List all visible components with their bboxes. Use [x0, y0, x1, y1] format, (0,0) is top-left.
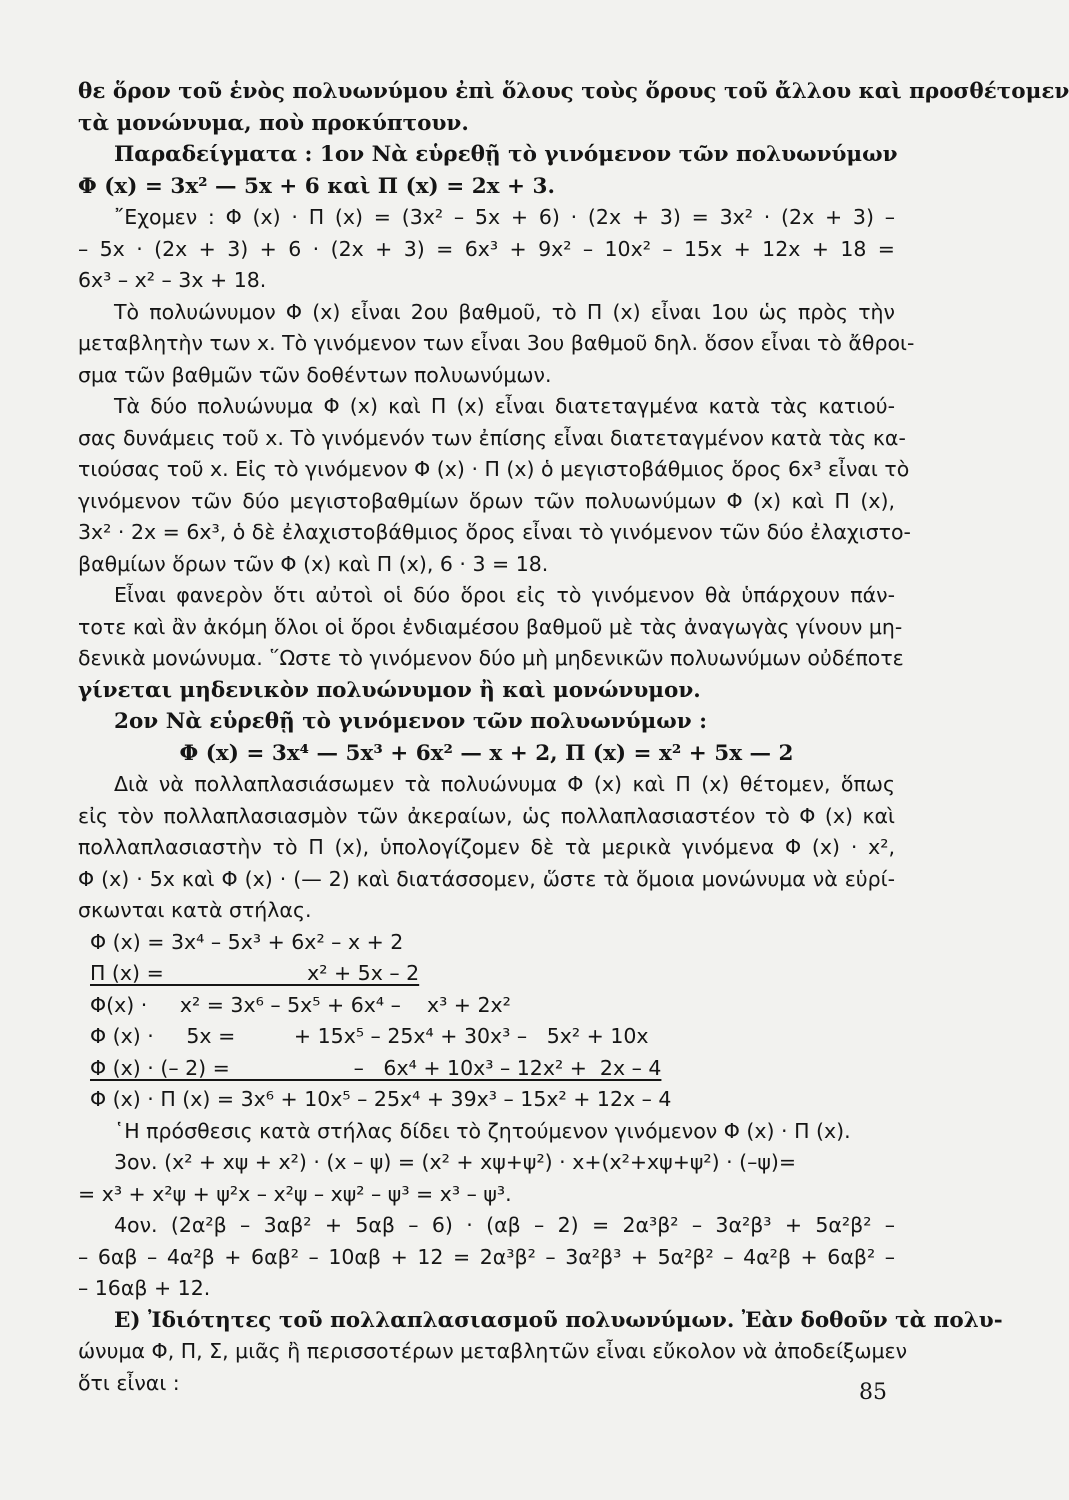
- multiplication-result: Φ (x) · Π (x) = 3x⁶ + 10x⁵ – 25x⁴ + 39x³ – 15x² + 12x – 4: [90, 1087, 672, 1111]
- multiplication-row: Π (x) = x² + 5x – 2: [90, 961, 420, 985]
- example-heading: 2ον Νὰ εὑρεθῇ τὸ γινόμενον τῶν πολυωνύμων :: [114, 709, 708, 734]
- equation-line: = x³ + x²ψ + ψ²x – x²ψ – xψ² – ψ³ = x³ – ψ³.: [78, 1181, 512, 1206]
- text-line: μεταβλητὴν των x. Τὸ γινόμενον των εἶναι 3ου βαθμοῦ δηλ. ὅσον εἶναι τὸ ἄθροι-: [78, 331, 915, 355]
- equation-line: – 6αβ – 4α²β + 6αβ² – 10αβ + 12 = 2α³β² – 3α²β³ + 5α²β² – 4α²β + 6αβ² –: [78, 1244, 895, 1269]
- equation-line: ῎Εχομεν : Φ (x) · Π (x) = (3x² – 5x + 6) · (2x + 3) = 3x² · (2x + 3) –: [114, 205, 895, 229]
- multiplication-row: Φ (x) · 5x = + 15x⁵ – 25x⁴ + 30x³ – 5x² + 10x: [90, 1024, 649, 1048]
- text-line: βαθμίων ὅρων τῶν Φ (x) καὶ Π (x), 6 · 3 = 18.: [78, 551, 549, 576]
- text-line: Εἶναι φανερὸν ὅτι αὐτοὶ οἱ δύο ὅροι εἰς τὸ γινόμενον θὰ ὑπάρχουν πάν-: [114, 583, 895, 607]
- text-line: τὰ μονώνυμα, ποὺ προκύπτουν.: [78, 110, 469, 136]
- multiplication-row: Φ (x) · (– 2) = – 6x⁴ + 10x³ – 12x² + 2x – 4: [90, 1055, 662, 1080]
- equation-line: Φ (x) = 3x⁴ — 5x³ + 6x² — x + 2, Π (x) = x² + 5x — 2: [179, 740, 794, 766]
- example-line: 3ον. (x² + xψ + x²) · (x – ψ) = (x² + xψ+ψ²) · x+(x²+xψ+ψ²) · (–ψ)=: [114, 1150, 797, 1174]
- text-line: ώνυμα Φ, Π, Σ, μιᾶς ἢ περισσοτέρων μεταβλητῶν εἶναι εὔκολον νὰ ἀποδείξωμεν: [78, 1339, 908, 1363]
- text-line: σκωνται κατὰ στήλας.: [78, 898, 312, 922]
- text-line: τιούσας τοῦ x. Εἰς τὸ γινόμενον Φ (x) · Π (x) ὁ μεγιστοβάθμιος ὅρος 6x³ εἶναι τὸ: [78, 457, 910, 481]
- text-line: Διὰ νὰ πολλαπλασιάσωμεν τὰ πολυώνυμα Φ (x) καὶ Π (x) θέτομεν, ὅπως: [114, 772, 895, 796]
- text-line: γινόμενον τῶν δύο μεγιστοβαθμίων ὅρων τῶν πολυωνύμων Φ (x) καὶ Π (x),: [78, 488, 895, 513]
- text-line: Τὰ δύο πολυώνυμα Φ (x) καὶ Π (x) εἶναι διατεταγμένα κατὰ τὰς κατιού-: [114, 394, 895, 418]
- text-line: σμα τῶν βαθμῶν τῶν δοθέντων πολυωνύμων.: [78, 362, 552, 387]
- multiplication-row: Φ(x) · x² = 3x⁶ – 5x⁵ + 6x⁴ – x³ + 2x²: [90, 992, 511, 1017]
- example-heading: Παραδείγματα : 1ον Νὰ εὑρεθῇ τὸ γινόμενον τῶν πολυωνύμων: [114, 142, 898, 167]
- text-line: εἰς τὸν πολλαπλασιασμὸν τῶν ἀκεραίων, ὡς πολλαπλασιαστέον τὸ Φ (x) καὶ: [78, 803, 895, 828]
- text-line: θε ὅρον τοῦ ἑνὸς πολυωνύμου ἐπὶ ὅλους τοὺς ὅρους τοῦ ἄλλου καὶ προσθέτομεν: [78, 79, 1069, 104]
- page-number: 85: [859, 1380, 887, 1405]
- text-line: γίνεται μηδενικὸν πολυώνυμον ἢ καὶ μονώνυμον.: [78, 677, 701, 703]
- text-line: 3x² · 2x = 6x³, ὁ δὲ ἐλαχιστοβάθμιος ὅρος εἶναι τὸ γινόμενον τῶν δύο ἐλαχιστο-: [78, 520, 911, 544]
- text-line: Φ (x) · 5x καὶ Φ (x) · (— 2) καὶ διατάσσομεν, ὥστε τὰ ὅμοια μονώνυμα νὰ εὑρί-: [78, 866, 895, 891]
- text-line: Τὸ πολυώνυμον Φ (x) εἶναι 2ου βαθμοῦ, τὸ Π (x) εἶναι 1ου ὡς πρὸς τὴν: [114, 299, 895, 324]
- equation-line: – 5x · (2x + 3) + 6 · (2x + 3) = 6x³ + 9x² – 10x² – 15x + 12x + 18 =: [78, 236, 895, 261]
- text-line: τοτε καὶ ἂν ἀκόμη ὅλοι οἱ ὅροι ἐνδιαμέσου βαθμοῦ μὲ τὰς ἀναγωγὰς γίνουν μη-: [78, 614, 903, 639]
- text-line: πολλαπλασιαστὴν τὸ Π (x), ὑπολογίζομεν δὲ τὰ μερικὰ γινόμενα Φ (x) · x²,: [78, 835, 895, 859]
- equation-line: – 16αβ + 12.: [78, 1276, 211, 1300]
- text-line: Φ (x) = 3x² — 5x + 6 καὶ Π (x) = 2x + 3.: [78, 173, 555, 199]
- text-line: ῾Η πρόσθεσις κατὰ στήλας δίδει τὸ ζητούμενον γινόμενον Φ (x) · Π (x).: [114, 1118, 851, 1143]
- section-heading: Ε) Ἰδιότητες τοῦ πολλαπλασιασμοῦ πολυωνύμων. Ἐὰν δοθοῦν τὰ πολυ-: [114, 1307, 1003, 1333]
- text-line: ὅτι εἶναι :: [78, 1370, 180, 1395]
- multiplication-row: Φ (x) = 3x⁴ – 5x³ + 6x² – x + 2: [90, 929, 404, 954]
- text-line: σας δυνάμεις τοῦ x. Τὸ γινόμενόν των ἐπίσης εἶναι διατεταγμένον κατὰ τὰς κα-: [78, 425, 906, 450]
- text-line: δενικὰ μονώνυμα. ῞Ωστε τὸ γινόμενον δύο μὴ μηδενικῶν πολυωνύμων οὐδέποτε: [78, 646, 904, 670]
- example-line: 4ον. (2α²β – 3αβ² + 5αβ – 6) · (αβ – 2) = 2α³β² – 3α²β³ + 5α²β² –: [114, 1213, 895, 1237]
- equation-line: 6x³ – x² – 3x + 18.: [78, 268, 267, 292]
